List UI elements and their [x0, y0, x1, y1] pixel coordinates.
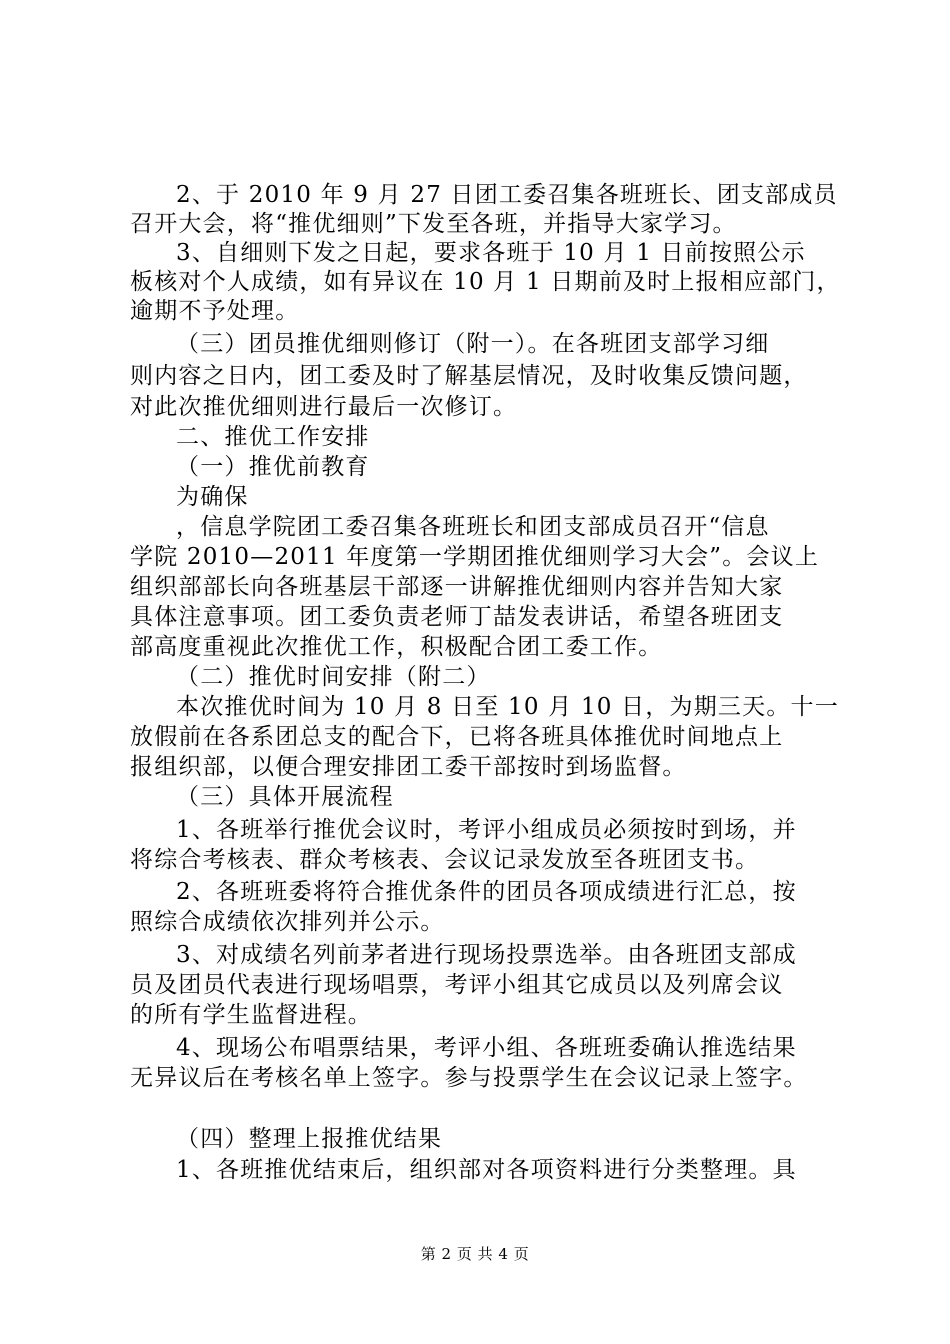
paragraph-line: 组织部部长向各班基层干部逐一讲解推优细则内容并告知大家 [130, 574, 784, 600]
paragraph-line: 员及团员代表进行现场唱票，考评小组其它成员以及列席会议 [130, 972, 784, 998]
paragraph-line: ，信息学院团工委召集各班班长和团支部成员召开“信息 [176, 514, 770, 540]
paragraph-line: 3、自细则下发之日起，要求各班于 10 月 1 日前按照公示 [176, 240, 806, 266]
paragraph-line: 为确保 [176, 484, 249, 510]
paragraph-line: 部高度重视此次推优工作，积极配合团工委工作。 [130, 634, 663, 660]
paragraph-line: 报组织部，以便合理安排团工委干部按时到场监督。 [130, 754, 687, 780]
subsection-heading: （四）整理上报推优结果 [176, 1126, 443, 1152]
paragraph-line: 本次推优时间为 10 月 8 日至 10 月 10 日，为期三天。十一 [176, 694, 839, 720]
paragraph-line: 3、对成绩名列前茅者进行现场投票选举。由各班团支部成 [176, 942, 797, 968]
section-heading: 二、推优工作安排 [176, 424, 370, 450]
paragraph-line: 板核对个人成绩，如有异议在 10 月 1 日期前及时上报相应部门， [130, 269, 841, 295]
paragraph-line: 则内容之日内，团工委及时了解基层情况，及时收集反馈问题， [130, 363, 808, 389]
paragraph-line: 1、各班推优结束后，组织部对各项资料进行分类整理。具 [176, 1157, 797, 1183]
paragraph-line: 2、于 2010 年 9 月 27 日团工委召集各班班长、团支部成员 [176, 182, 838, 208]
paragraph-line: 照综合成绩依次排列并公示。 [130, 909, 445, 935]
paragraph-line: 对此次推优细则进行最后一次修订。 [130, 394, 518, 420]
subsection-heading: （三）具体开展流程 [176, 784, 394, 810]
paragraph-line: 具体注意事项。团工委负责老师丁喆发表讲话，希望各班团支 [130, 604, 784, 630]
paragraph-line: 逾期不予处理。 [130, 298, 300, 324]
paragraph-line: 4、现场公布唱票结果，考评小组、各班班委确认推选结果 [176, 1035, 797, 1061]
paragraph-line: （三）团员推优细则修订（附一）。在各班团支部学习细 [176, 331, 770, 357]
paragraph-line: 将综合考核表、群众考核表、会议记录发放至各班团支书。 [130, 847, 760, 873]
subsection-heading: （二）推优时间安排（附二） [176, 664, 491, 690]
paragraph-line: 召开大会，将“推优细则”下发至各班，并指导大家学习。 [130, 211, 737, 237]
paragraph-line: 的所有学生监督进程。 [130, 1002, 372, 1028]
paragraph-line: 学院 2010—2011 年度第一学期团推优细则学习大会”。会议上 [130, 544, 820, 570]
paragraph-line: 1、各班举行推优会议时，考评小组成员必须按时到场，并 [176, 817, 797, 843]
paragraph-line: 无异议后在考核名单上签字。参与投票学生在会议记录上签字。 [130, 1065, 808, 1091]
paragraph-line: 放假前在各系团总支的配合下，已将各班具体推优时间地点上 [130, 724, 784, 750]
paragraph-line: 2、各班班委将符合推优条件的团员各项成绩进行汇总，按 [176, 879, 797, 905]
subsection-heading: （一）推优前教育 [176, 454, 370, 480]
page-number-footer: 第 2 页 共 4 页 [420, 1245, 530, 1263]
